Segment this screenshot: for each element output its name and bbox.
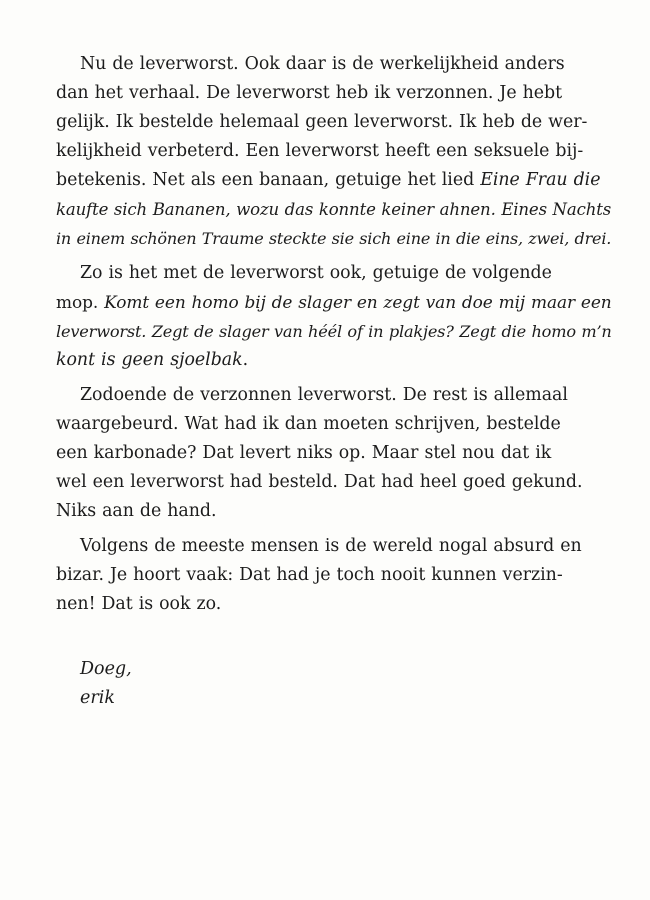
text-line bbox=[56, 288, 616, 317]
text-run: waargebeurd. Wat had ik dan moeten schrijven, bestelde bbox=[56, 414, 561, 434]
text-run: Nu de leverworst. Ook daar is de werkelijkheid anders bbox=[80, 54, 565, 74]
text-run: . bbox=[242, 350, 249, 370]
signature-name: erik bbox=[80, 688, 115, 708]
text-run: bizar. Je hoort vaak: Dat had je toch nooit kunnen verzin- bbox=[56, 565, 563, 585]
text-line bbox=[56, 137, 616, 166]
signature-greeting: Doeg, bbox=[80, 659, 132, 679]
text-line bbox=[56, 224, 616, 253]
text-line bbox=[56, 497, 616, 526]
paragraph bbox=[56, 532, 616, 619]
italic-text: kaufte sich Bananen, wozu das konnte keiner ahnen. Eines Nachts bbox=[56, 200, 612, 219]
text-line bbox=[56, 108, 616, 137]
text-run: Zo is het met de leverworst ook, getuige de volgende bbox=[80, 263, 552, 283]
text-line bbox=[56, 590, 616, 619]
text-line bbox=[56, 381, 616, 410]
text-line bbox=[56, 259, 616, 288]
text-run: wel een leverworst had besteld. Dat had heel goed gekund. bbox=[56, 472, 583, 492]
text-line bbox=[56, 50, 616, 79]
text-run: betekenis. Net als een banaan, getuige het lied bbox=[56, 170, 481, 190]
text-run: Niks aan de hand. bbox=[56, 501, 217, 521]
paragraph bbox=[56, 381, 616, 526]
paragraph bbox=[56, 259, 616, 375]
text-line bbox=[56, 346, 616, 375]
body-text bbox=[56, 50, 616, 619]
italic-text: Eine Frau die bbox=[480, 170, 601, 190]
text-run: dan het verhaal. De leverworst heb ik verzonnen. Je hebt bbox=[56, 83, 563, 103]
text-run: Volgens de meeste mensen is de wereld nogal absurd en bbox=[80, 536, 582, 556]
italic-text: kont is geen sjoelbak bbox=[56, 350, 243, 370]
text-run: Zodoende de verzonnen leverworst. De rest is allemaal bbox=[80, 385, 568, 405]
italic-text: in einem schönen Traume steckte sie sich eine in die eins, zwei, drei. bbox=[56, 229, 612, 248]
text-line bbox=[56, 532, 616, 561]
italic-text: leverworst. Zegt de slager van héél of in plakjes? Zegt die homo m’n bbox=[56, 322, 612, 341]
text-line bbox=[56, 195, 616, 224]
text-run: nen! Dat is ook zo. bbox=[56, 594, 222, 614]
text-run: kelijkheid verbeterd. Een leverworst heeft een seksuele bij- bbox=[56, 141, 584, 161]
paragraph bbox=[56, 50, 616, 253]
text-run: gelijk. Ik bestelde helemaal geen leverworst. Ik heb de wer- bbox=[56, 112, 588, 132]
text-line bbox=[56, 79, 616, 108]
text-line bbox=[56, 410, 616, 439]
document-page bbox=[56, 50, 616, 880]
text-line bbox=[56, 166, 616, 195]
text-line bbox=[56, 561, 616, 590]
text-run: mop. bbox=[56, 292, 105, 312]
signature bbox=[56, 655, 616, 713]
text-line bbox=[56, 317, 616, 346]
text-line bbox=[56, 439, 616, 468]
text-run: een karbonade? Dat levert niks op. Maar stel nou dat ik bbox=[56, 443, 552, 463]
text-line bbox=[56, 468, 616, 497]
italic-text: Komt een homo bij de slager en zegt van doe mij maar een bbox=[104, 292, 612, 312]
